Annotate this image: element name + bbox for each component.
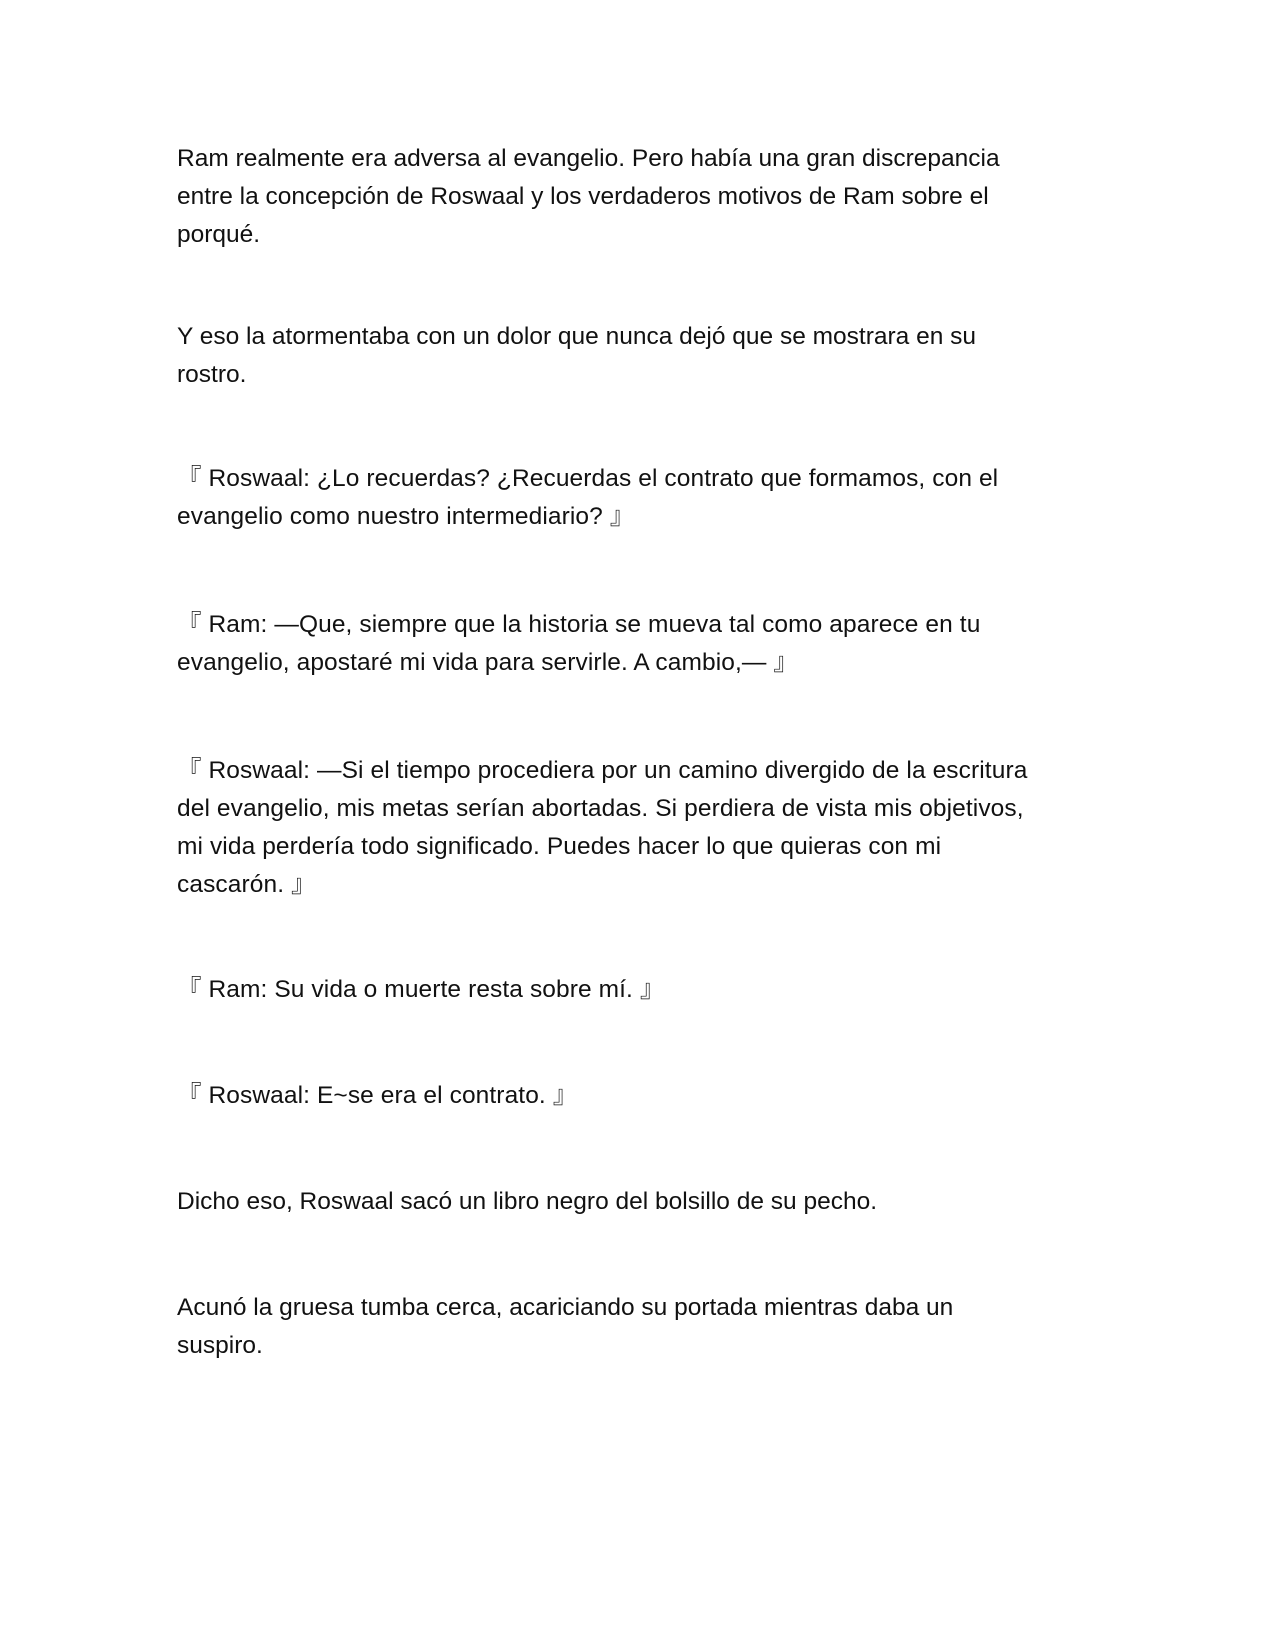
dialogue-roswaal-1 — [177, 460, 1107, 536]
paragraph-1 — [177, 140, 1107, 254]
paragraph-line: entre la concepción de Roswaal y los verdaderos motivos de Ram sobre el — [177, 183, 989, 210]
dialogue-roswaal-2 — [177, 752, 1107, 904]
paragraph-line: rostro. — [177, 361, 247, 388]
paragraph-line: Ram realmente era adversa al evangelio. Pero había una gran discrepancia — [177, 145, 1000, 172]
paragraph-line: 『 Roswaal: —Si el tiempo procediera por un camino divergido de la escritura — [177, 757, 1028, 784]
paragraph-line: 『 Roswaal: E~se era el contrato. 』 — [177, 1082, 578, 1109]
paragraph-line: evangelio, apostaré mi vida para servirle. A cambio,— 』 — [177, 649, 799, 676]
dialogue-ram-1 — [177, 606, 1107, 682]
dialogue-ram-2 — [177, 971, 1107, 1009]
paragraph-line: Dicho eso, Roswaal sacó un libro negro del bolsillo de su pecho. — [177, 1188, 878, 1215]
dialogue-roswaal-3 — [177, 1077, 1107, 1115]
paragraph-line: 『 Ram: —Que, siempre que la historia se mueva tal como aparece en tu — [177, 611, 981, 638]
paragraph-line: evangelio como nuestro intermediario? 』 — [177, 503, 635, 530]
paragraph-line: suspiro. — [177, 1332, 263, 1359]
paragraph-3 — [177, 1183, 1107, 1221]
paragraph-2 — [177, 318, 1107, 394]
paragraph-line: cascarón. 』 — [177, 871, 316, 898]
paragraph-line: del evangelio, mis metas serían abortadas. Si perdiera de vista mis objetivos, — [177, 795, 1024, 822]
paragraph-line: 『 Ram: Su vida o muerte resta sobre mí. 』 — [177, 976, 665, 1003]
paragraph-line: Acunó la gruesa tumba cerca, acariciando su portada mientras daba un — [177, 1294, 954, 1321]
paragraph-line: porqué. — [177, 221, 261, 248]
paragraph-line: Y eso la atormentaba con un dolor que nunca dejó que se mostrara en su — [177, 323, 977, 350]
paragraph-line: 『 Roswaal: ¿Lo recuerdas? ¿Recuerdas el contrato que formamos, con el — [177, 465, 999, 492]
paragraph-4 — [177, 1289, 1107, 1365]
paragraph-line: mi vida perdería todo significado. Puedes hacer lo que quieras con mi — [177, 833, 942, 860]
